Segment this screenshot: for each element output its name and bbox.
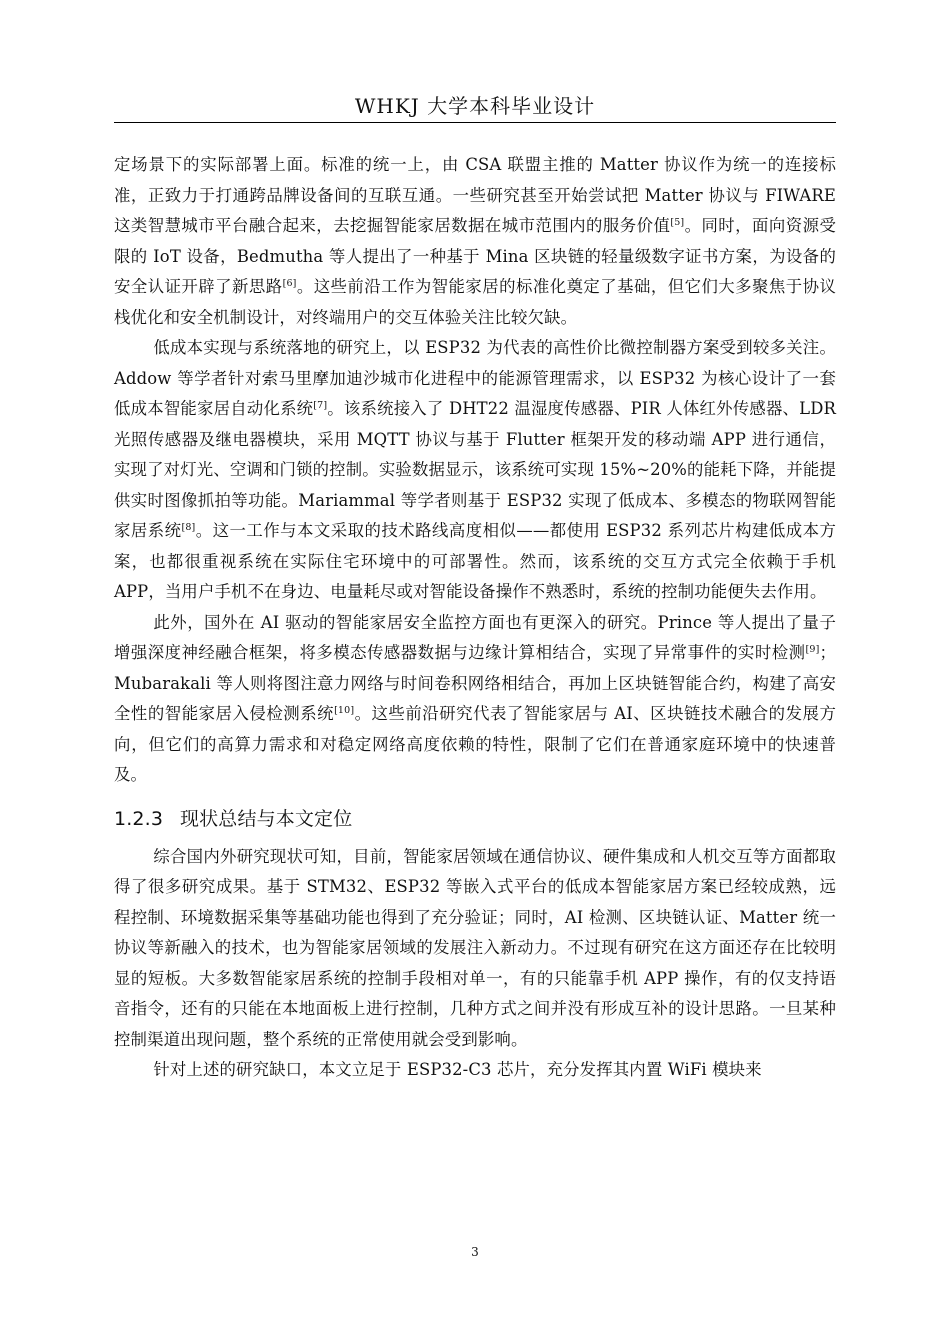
citation-marker: [5] [670, 217, 685, 228]
paragraph-text: 。这些前沿研究代表了智能家居与 AI、区块链技术融合的发展方向，但它们的高算力需求和对稳定网络高度依赖的特性，限制了它们在普通家庭环境中的快速普及。 [114, 704, 836, 784]
paragraph-text: ；Mubarakali 等人则将图注意力网络与时间卷积网络相结合，再加上区块链智能合约，构建了高安全性的智能家居入侵检测系统 [114, 643, 836, 723]
document-body [114, 150, 836, 1086]
citation-marker: [8] [181, 522, 196, 533]
body-paragraph [114, 150, 836, 333]
paragraph-text: 。这些前沿工作为智能家居的标准化奠定了基础，但它们大多聚焦于协议栈优化和安全机制设计，对终端用户的交互体验关注比较欠缺。 [114, 277, 836, 327]
paragraph-text: 低成本实现与系统落地的研究上，以 ESP32 为代表的高性价比微控制器方案受到较多关注。Addow 等学者针对索马里摩加迪沙城市化进程中的能源管理需求，以 ESP32 为核心设计了一套低成本智能家居自动化系统 [114, 338, 836, 418]
citation-marker: [9] [805, 644, 820, 655]
body-paragraph [114, 1055, 836, 1086]
paragraph-text: 针对上述的研究缺口，本文立足于 ESP32-C3 芯片，充分发挥其内置 WiFi 模块来 [153, 1060, 762, 1079]
body-paragraph [114, 842, 836, 1056]
running-header [114, 92, 836, 123]
paragraph-text: 定场景下的实际部署上面。标准的统一上，由 CSA 联盟主推的 Matter 协议作为统一的连接标准，正致力于打通跨品牌设备间的互联互通。一些研究甚至开始尝试把 Matter 协议与 FIWARE 这类智慧城市平台融合起来，去挖掘智能家居数据在城市范围内的服务价值 [114, 155, 836, 235]
body-paragraph [114, 333, 836, 608]
section-heading [114, 805, 836, 833]
paragraph-text: 综合国内外研究现状可知，目前，智能家居领域在通信协议、硬件集成和人机交互等方面都取得了很多研究成果。基于 STM32、ESP32 等嵌入式平台的低成本智能家居方案已经较成熟，远程控制、环境数据采集等基础功能也得到了充分验证；同时，AI 检测、区块链认证、Matter 统一协议等新融入的技术，也为智能家居领域的发展注入新动力。不过现有研究在这方面还存在比较明显的短板。大多数智能家居系统的控制手段相对单一，有的只能靠手机 APP 操作，有的仅支持语音指令，还有的只能在本地面板上进行控制，几种方式之间并没有形成互补的设计思路。一旦某种控制渠道出现问题，整个系统的正常使用就会受到影响。 [114, 846, 836, 1049]
paragraph-text: 。这一工作与本文采取的技术路线高度相似——都使用 ESP32 系列芯片构建低成本方案，也都很重视系统在实际住宅环境中的可部署性。然而，该系统的交互方式完全依赖于手机 APP，当用户手机不在身边、电量耗尽或对智能设备操作不熟悉时，系统的控制功能便失去作用。 [114, 521, 836, 601]
page-number: 3 [471, 1245, 479, 1259]
paragraph-text: 。同时，面向资源受限的 IoT 设备，Bedmutha 等人提出了一种基于 Mina 区块链的轻量级数字证书方案，为设备的安全认证开辟了新思路 [114, 216, 836, 296]
citation-marker: [10] [334, 705, 355, 716]
header-title: WHKJ 大学本科毕业设计 [354, 94, 596, 118]
citation-marker: [6] [282, 278, 297, 289]
paragraph-text: 此外，国外在 AI 驱动的智能家居安全监控方面也有更深入的研究。Prince 等人提出了量子增强深度神经融合框架，将多模态传感器数据与边缘计算相结合，实现了异常事件的实时检测 [114, 612, 836, 662]
section-number: 1.2.3 [114, 807, 164, 830]
section-title: 现状总结与本文定位 [180, 807, 353, 830]
paragraph-text: 。该系统接入了 DHT22 温湿度传感器、PIR 人体红外传感器、LDR 光照传感器及继电器模块，采用 MQTT 协议与基于 Flutter 框架开发的移动端 APP 进行通信，实现了对灯光、空调和门锁的控制。实验数据显示，该系统可实现 15%~20%的能耗下降，并能提供实时图像抓拍等功能。Mariammal 等学者则基于 ESP32 实现了低成本、多模态的物联网智能家居系统 [114, 399, 836, 540]
citation-marker: [7] [313, 400, 328, 411]
body-paragraph [114, 608, 836, 791]
